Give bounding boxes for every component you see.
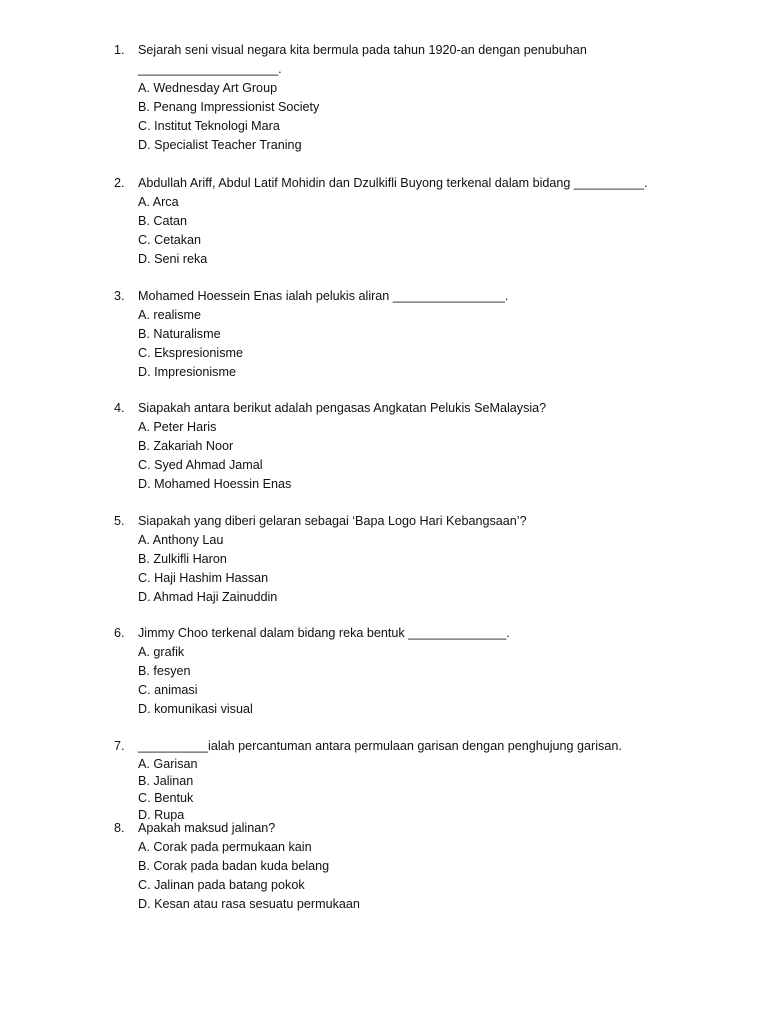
options-list: [0, 838, 768, 914]
question-number: 1.: [114, 43, 125, 57]
question-number: 6.: [114, 626, 125, 640]
option-c: C. Ekspresionisme: [138, 346, 243, 360]
option-b: B. Zulkifli Haron: [138, 552, 227, 566]
question-text: __________ialah percantuman antara permulaan garisan dengan penghujung garisan.: [138, 739, 622, 753]
question-text: Apakah maksud jalinan?: [138, 821, 276, 835]
question-number: 8.: [114, 821, 125, 835]
options-list: [0, 756, 768, 824]
option-c: C. Cetakan: [138, 233, 201, 247]
option-c: C. Syed Ahmad Jamal: [138, 458, 263, 472]
question-2: [0, 174, 768, 269]
options-list: [0, 306, 768, 382]
option-b: B. Corak pada badan kuda belang: [138, 859, 330, 873]
option-d: D. Impresionisme: [138, 365, 236, 379]
question-number: 4.: [114, 401, 125, 415]
question-blank: ____________________.: [138, 62, 282, 76]
option-d: D. Seni reka: [138, 252, 208, 266]
question-8: [0, 819, 768, 914]
question-number: 2.: [114, 176, 125, 190]
option-a: A. Wednesday Art Group: [138, 81, 278, 95]
question-text: Siapakah yang diberi gelaran sebagai ‘Bapa Logo Hari Kebangsaan’?: [138, 514, 527, 528]
options-list: [0, 418, 768, 494]
option-c: C. Jalinan pada batang pokok: [138, 878, 305, 892]
option-b: B. Jalinan: [138, 774, 194, 788]
option-b: B. Catan: [138, 214, 188, 228]
option-b: B. Penang Impressionist Society: [138, 100, 320, 114]
question-text: Siapakah antara berikut adalah pengasas Angkatan Pelukis SeMalaysia?: [138, 401, 547, 415]
option-b: B. fesyen: [138, 664, 191, 678]
option-c: C. Haji Hashim Hassan: [138, 571, 269, 585]
question-1: [0, 41, 768, 155]
option-d: D. Rupa: [138, 808, 185, 822]
question-number: 5.: [114, 514, 125, 528]
option-a: A. Peter Haris: [138, 420, 217, 434]
option-d: D. Ahmad Haji Zainuddin: [138, 590, 278, 604]
question-number: 3.: [114, 289, 125, 303]
question-4: [0, 399, 768, 494]
option-c: C. Institut Teknologi Mara: [138, 119, 280, 133]
option-b: B. Zakariah Noor: [138, 439, 234, 453]
options-list: [0, 531, 768, 607]
option-a: A. Arca: [138, 195, 179, 209]
option-c: C. Bentuk: [138, 791, 194, 805]
question-3: [0, 287, 768, 382]
question-text: Mohamed Hoessein Enas ialah pelukis aliran ________________.: [138, 289, 509, 303]
question-5: [0, 512, 768, 607]
option-a: A. Corak pada permukaan kain: [138, 840, 312, 854]
option-a: A. grafik: [138, 645, 185, 659]
option-d: D. Kesan atau rasa sesuatu permukaan: [138, 897, 360, 911]
question-text: Jimmy Choo terkenal dalam bidang reka bentuk ______________.: [138, 626, 510, 640]
option-b: B. Naturalisme: [138, 327, 221, 341]
question-7: [0, 737, 768, 824]
options-list: [0, 79, 768, 155]
option-d: D. Mohamed Hoessin Enas: [138, 477, 292, 491]
question-number: 7.: [114, 739, 125, 753]
option-d: D. komunikasi visual: [138, 702, 253, 716]
option-a: A. Garisan: [138, 757, 198, 771]
question-text: Sejarah seni visual negara kita bermula pada tahun 1920-an dengan penubuhan: [138, 43, 587, 57]
option-a: A. realisme: [138, 308, 201, 322]
question-6: [0, 624, 768, 719]
options-list: [0, 193, 768, 269]
options-list: [0, 643, 768, 719]
option-c: C. animasi: [138, 683, 198, 697]
question-text: Abdullah Ariff, Abdul Latif Mohidin dan Dzulkifli Buyong terkenal dalam bidang __________.: [138, 176, 648, 190]
option-a: A. Anthony Lau: [138, 533, 224, 547]
option-d: D. Specialist Teacher Traning: [138, 138, 302, 152]
